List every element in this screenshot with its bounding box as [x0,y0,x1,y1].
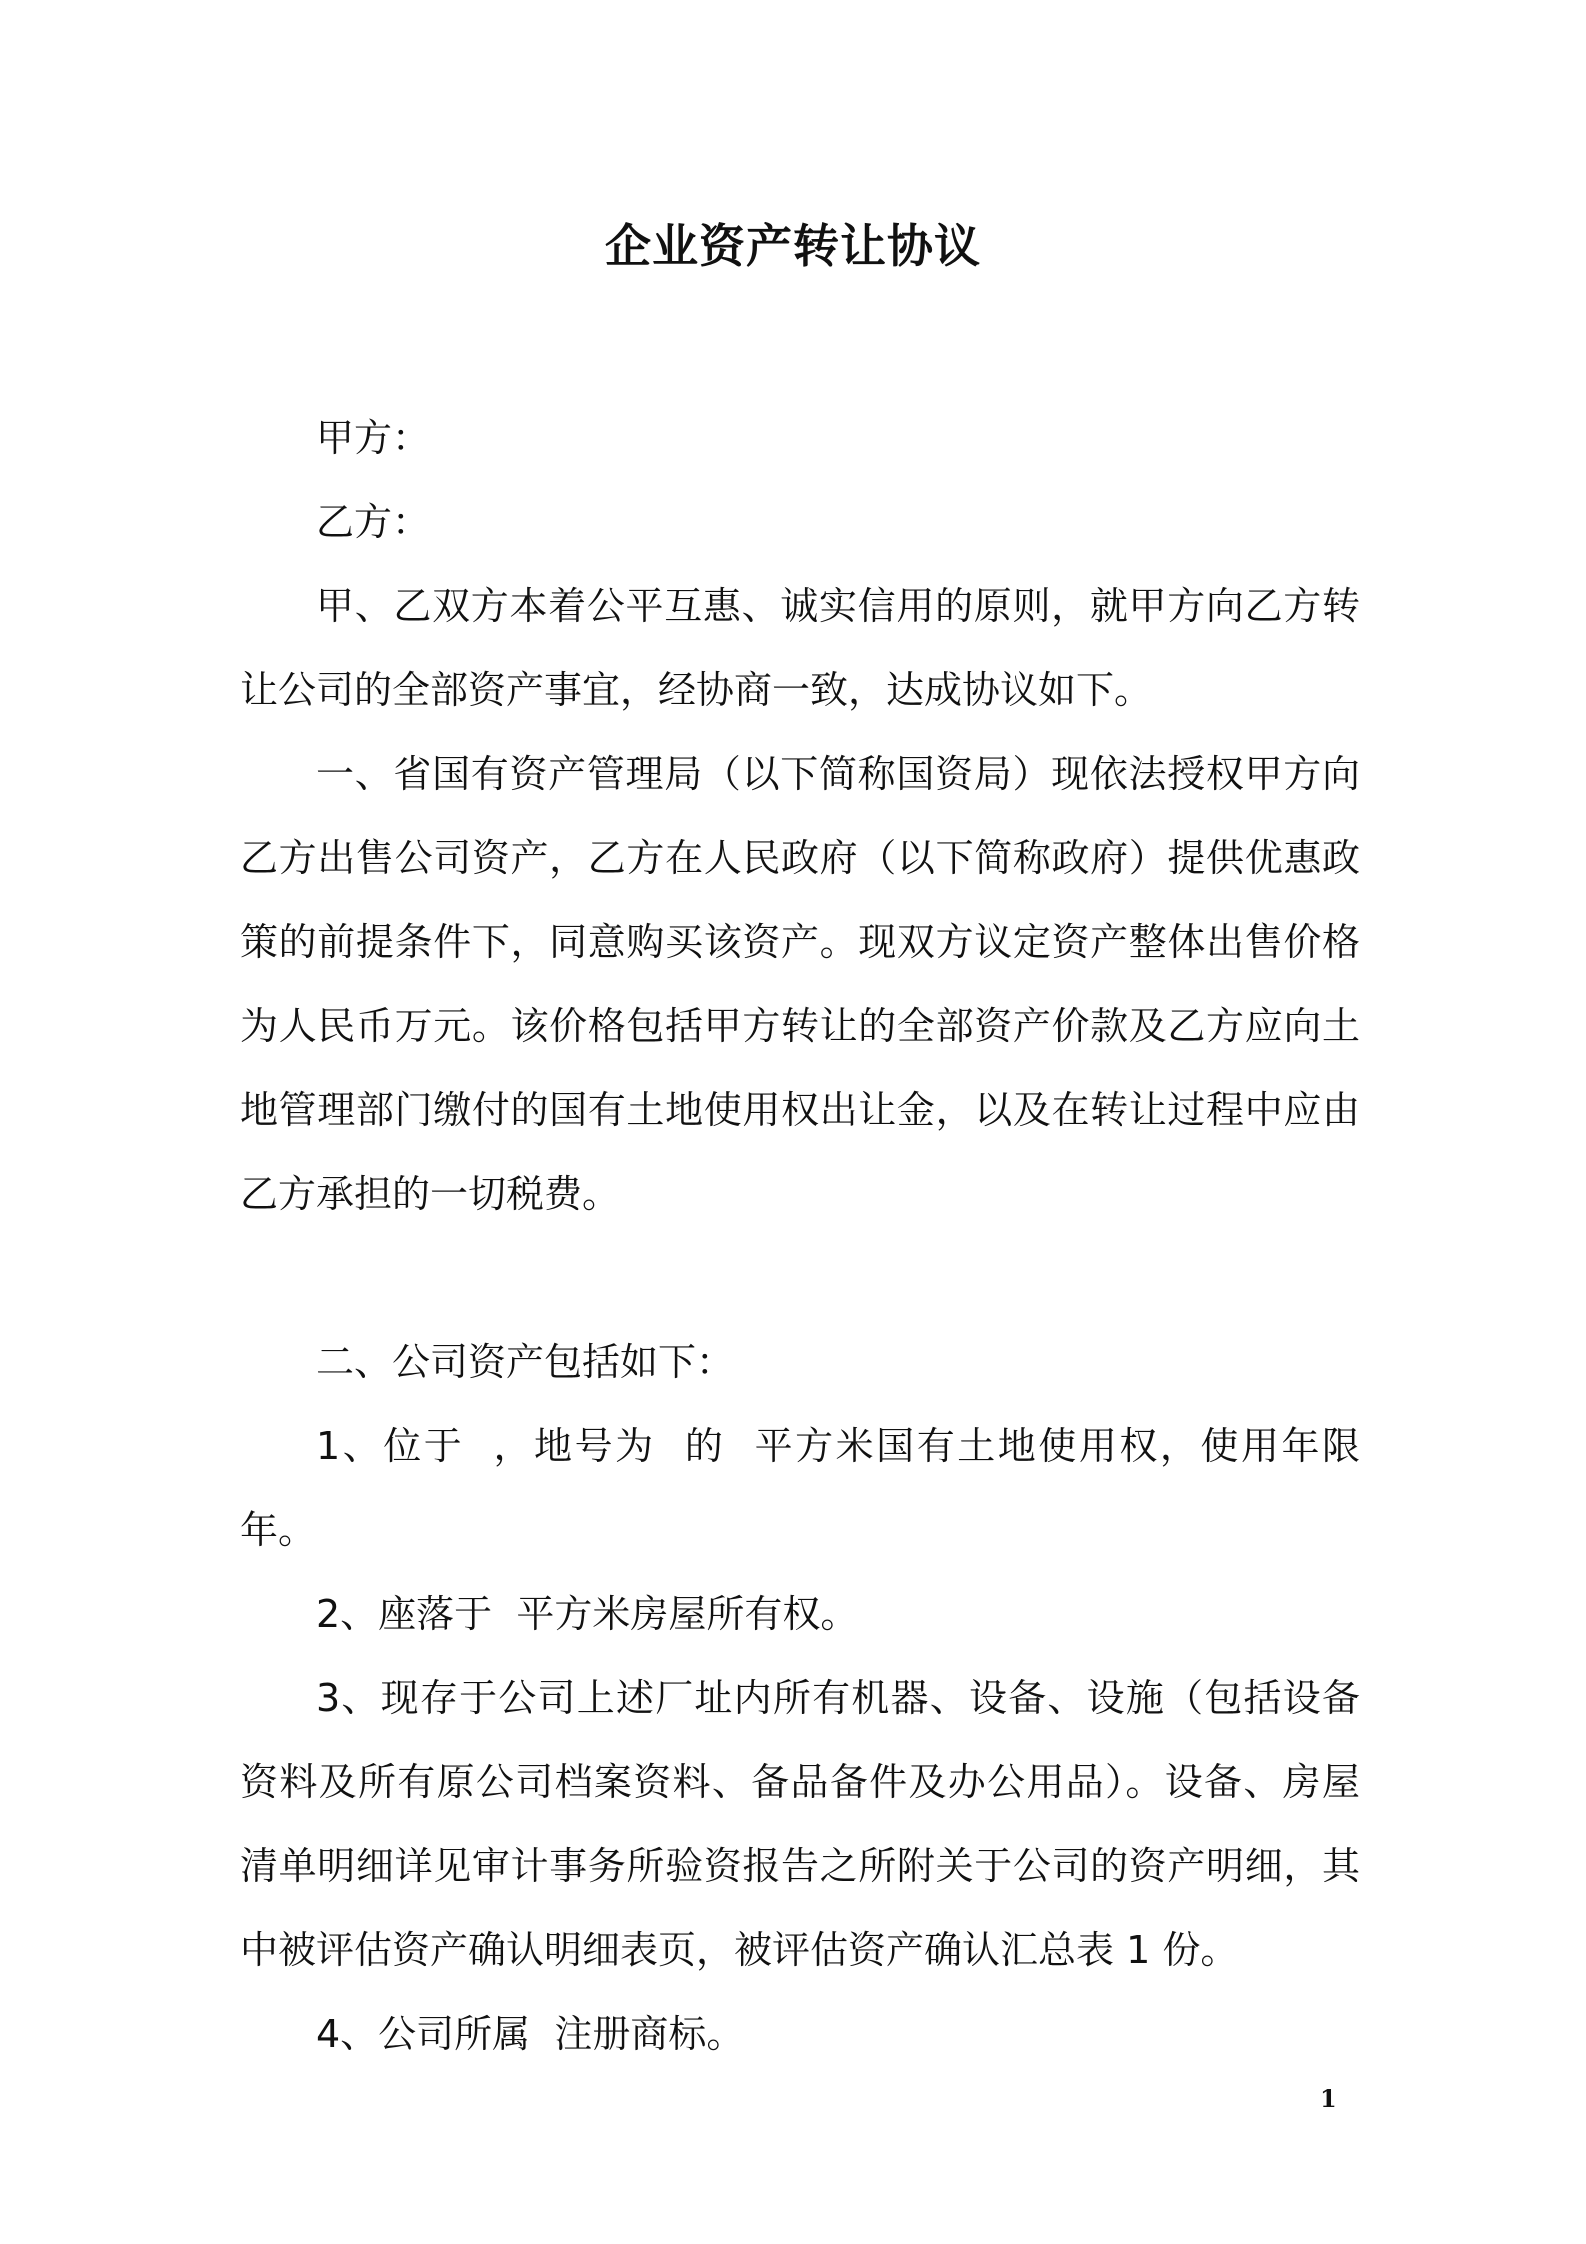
asset-item-4: 4、公司所属 注册商标。 [316,2012,745,2056]
page-number: 1 [1320,2084,1337,2113]
party-a-line: 甲方： [316,416,431,460]
asset-item-2: 2、座落于 平方米房屋所有权。 [316,1592,859,1636]
clause-1-paragraph: 一、省国有资产管理局（以下简称国资局）现依法授权甲方向乙方出售公司资产，乙方在人民政府（以下简称政府）提供优惠政策的前提条件下，同意购买该资产。现双方议定资产整体出售价格为人民币万元。该价格包括甲方转让的全部资产价款及乙方应向土地管理部门缴付的国有土地使用权出让金，以及在转让过程中应由乙方承担的一切税费。 [240,752,1360,1216]
asset-item-3: 3、现存于公司上述厂址内所有机器、设备、设施（包括设备资料及所有原公司档案资料、备品备件及办公用品）。设备、房屋清单明细详见审计事务所验资报告之所附关于公司的资产明细，其中被评估资产确认明细表页，被评估资产确认汇总表 1 份。 [240,1676,1360,1972]
clause-2-heading: 二、公司资产包括如下： [316,1340,735,1384]
asset-item-1: 1、位于 ，地号为 的 平方米国有土地使用权，使用年限年。 [240,1424,1360,1552]
paragraph-spacer [240,1236,1360,1320]
document-title: 企业资产转让协议 [605,219,981,273]
document-body [240,396,1360,2076]
intro-paragraph: 甲、乙双方本着公平互惠、诚实信用的原则，就甲方向乙方转让公司的全部资产事宜，经协商一致，达成协议如下。 [240,584,1360,712]
party-b-line: 乙方： [316,500,431,544]
